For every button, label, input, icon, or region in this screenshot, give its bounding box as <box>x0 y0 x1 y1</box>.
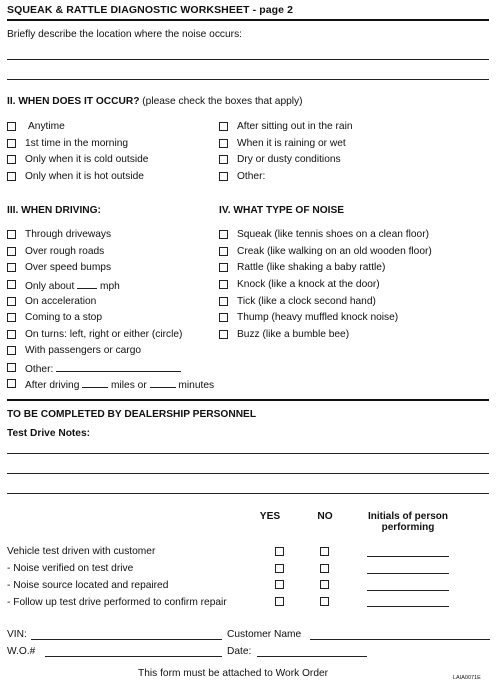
speed-blank[interactable] <box>77 279 97 289</box>
section2-note: (please check the boxes that apply) <box>142 96 303 107</box>
row-follow-up-initials[interactable] <box>367 606 449 607</box>
row-test-driven-yes[interactable] <box>275 547 284 556</box>
section2-heading: II. WHEN DOES IT OCCUR? <box>7 96 140 107</box>
title-rule <box>7 19 489 21</box>
checkbox[interactable] <box>219 313 228 322</box>
worksheet-title: SQUEAK & RATTLE DIAGNOSTIC WORKSHEET - page 2 <box>7 4 294 16</box>
checkbox[interactable] <box>7 379 16 388</box>
notes-line-1[interactable] <box>7 453 489 454</box>
row-source-repaired-label: - Noise source located and repaired <box>7 580 169 591</box>
checkbox[interactable] <box>7 363 16 372</box>
row-test-driven-initials[interactable] <box>367 556 449 557</box>
row-noise-verified-yes[interactable] <box>275 564 284 573</box>
customer-name-label: Customer Name <box>227 629 302 640</box>
miles-blank[interactable] <box>82 378 108 388</box>
minutes-blank[interactable] <box>150 378 176 388</box>
row-source-repaired-yes[interactable] <box>275 580 284 589</box>
location-line-1[interactable] <box>7 59 489 60</box>
checkbox[interactable] <box>219 297 228 306</box>
row-follow-up-yes[interactable] <box>275 597 284 606</box>
section4-heading: IV. WHAT TYPE OF NOISE <box>219 205 345 216</box>
date-field[interactable] <box>257 656 367 657</box>
vin-field[interactable] <box>31 639 222 640</box>
checkbox[interactable] <box>7 346 16 355</box>
section3-heading: III. WHEN DRIVING: <box>7 205 101 216</box>
driving-other-blank[interactable] <box>56 362 181 372</box>
col-no: NO <box>317 511 333 522</box>
dealer-divider <box>7 399 489 401</box>
row-test-driven-label: Vehicle test driven with customer <box>7 546 156 557</box>
dealer-heading: TO BE COMPLETED BY DEALERSHIP PERSONNEL <box>7 409 257 420</box>
section2-heading-row <box>7 96 303 107</box>
checkbox[interactable] <box>219 263 228 272</box>
row-source-repaired-no[interactable] <box>320 580 329 589</box>
checkbox[interactable] <box>7 247 16 256</box>
row-noise-verified-initials[interactable] <box>367 573 449 574</box>
wo-label: W.O.# <box>7 646 36 657</box>
checkbox[interactable] <box>7 280 16 289</box>
notes-line-2[interactable] <box>7 473 489 474</box>
row-follow-up-no[interactable] <box>320 597 329 606</box>
checkbox[interactable] <box>7 313 16 322</box>
checkbox[interactable] <box>219 172 228 181</box>
checkbox[interactable] <box>219 230 228 239</box>
row-noise-verified-no[interactable] <box>320 564 329 573</box>
checkbox[interactable] <box>219 122 228 131</box>
date-label: Date: <box>227 646 252 657</box>
checkbox[interactable] <box>7 155 16 164</box>
checkbox[interactable] <box>7 297 16 306</box>
checkbox[interactable] <box>219 247 228 256</box>
test-drive-notes-label: Test Drive Notes: <box>7 428 91 439</box>
checkbox[interactable] <box>7 139 16 148</box>
customer-name-field[interactable] <box>310 639 490 640</box>
checkbox[interactable] <box>219 155 228 164</box>
checkbox[interactable] <box>219 330 228 339</box>
attach-note: This form must be attached to Work Order <box>138 668 329 679</box>
checkbox[interactable] <box>219 280 228 289</box>
row-source-repaired-initials[interactable] <box>367 590 449 591</box>
checkbox[interactable] <box>7 122 16 131</box>
wo-field[interactable] <box>45 656 222 657</box>
checkbox[interactable] <box>219 139 228 148</box>
row-test-driven-no[interactable] <box>320 547 329 556</box>
row-follow-up-label: - Follow up test drive performed to confirm repair <box>7 597 227 608</box>
col-yes: YES <box>259 511 281 522</box>
checkbox[interactable] <box>7 172 16 181</box>
location-line-2[interactable] <box>7 79 489 80</box>
notes-line-3[interactable] <box>7 493 489 494</box>
checkbox[interactable] <box>7 330 16 339</box>
location-prompt: Briefly describe the location where the noise occurs: <box>7 29 242 40</box>
checkbox[interactable] <box>7 230 16 239</box>
col-initials: Initials of person performing <box>367 511 448 533</box>
row-noise-verified-label: - Noise verified on test drive <box>7 563 134 574</box>
vin-label: VIN: <box>7 629 27 640</box>
checkbox[interactable] <box>7 263 16 272</box>
form-code: LAIA0071E <box>453 675 481 681</box>
